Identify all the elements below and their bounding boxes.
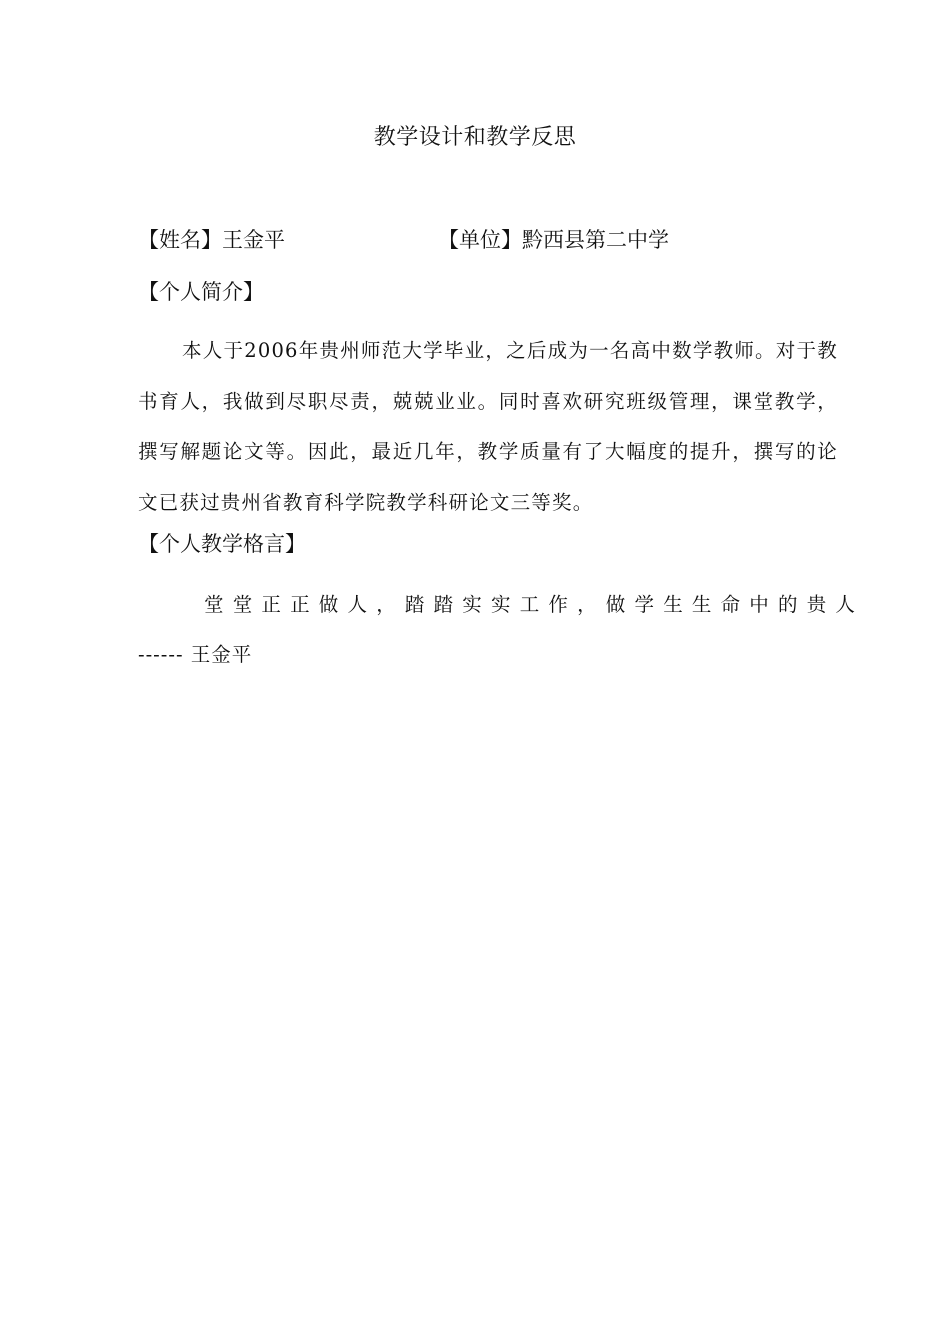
document-title: 教学设计和教学反思 xyxy=(373,125,577,150)
motto-heading: 【个人教学格言】 xyxy=(138,532,306,556)
intro-paragraph: 本人于2006年贵州师范大学毕业，之后成为一名高中数学教师。对于教书育人，我做到尽职尽责，兢兢业业。同时喜欢研究班级管理，课堂教学，撰写解题论文等。因此，最近几年，教学质量有了大幅度的提升，撰写的论文已获过贵州省教育科学院教学科研论文三等奖。 xyxy=(138,339,838,514)
author-info-row xyxy=(138,224,838,258)
author-name: 【姓名】王金平 xyxy=(138,228,285,252)
intro-heading: 【个人简介】 xyxy=(138,280,264,304)
author-unit: 【单位】黔西县第二中学 xyxy=(438,228,669,252)
motto-text: 堂堂正正做人，踏踏实实工作，做学生生命中的贵人 xyxy=(204,593,865,616)
motto-block xyxy=(138,580,865,680)
motto-signature: ------ 王金平 xyxy=(138,643,253,666)
